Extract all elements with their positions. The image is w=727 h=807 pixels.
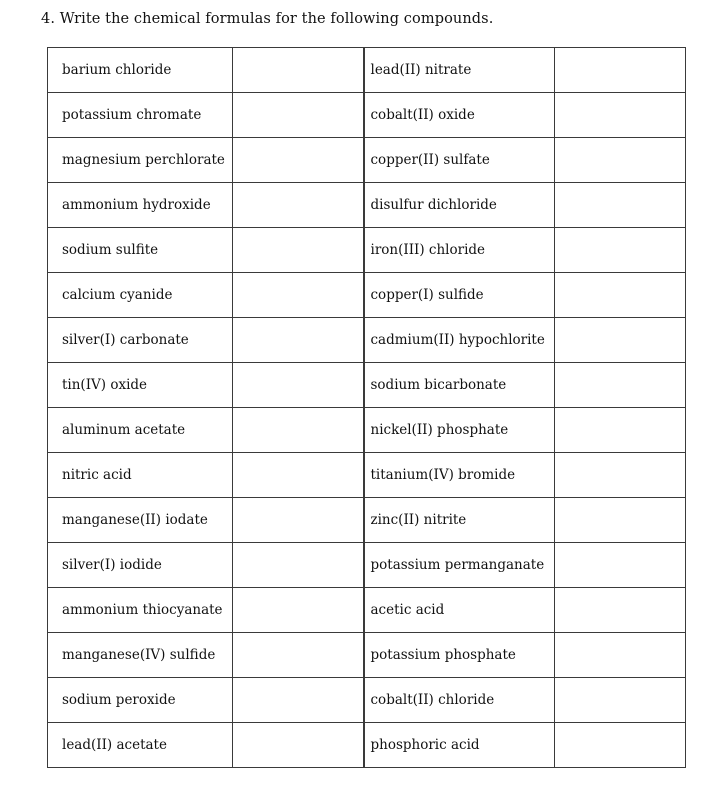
- table-row: [48, 138, 686, 183]
- compound-name-right: zinc(II) nitrite: [364, 498, 555, 543]
- formula-answer-cell-right[interactable]: [555, 543, 686, 588]
- compound-name-left: aluminum acetate: [48, 408, 233, 453]
- compound-name-left: ammonium hydroxide: [48, 183, 233, 228]
- formula-answer-cell-left[interactable]: [233, 318, 364, 363]
- compounds-table-body: [48, 48, 686, 768]
- formula-answer-cell-right[interactable]: [555, 228, 686, 273]
- formula-answer-cell-right[interactable]: [555, 93, 686, 138]
- compound-name-right: cobalt(II) chloride: [364, 678, 555, 723]
- table-row: [48, 543, 686, 588]
- formula-answer-cell-left[interactable]: [233, 273, 364, 318]
- table-row: [48, 228, 686, 273]
- compound-name-right: potassium permanganate: [364, 543, 555, 588]
- compound-name-right: iron(III) chloride: [364, 228, 555, 273]
- compound-name-left: nitric acid: [48, 453, 233, 498]
- formula-answer-cell-right[interactable]: [555, 498, 686, 543]
- compound-name-right: phosphoric acid: [364, 723, 555, 768]
- compound-name-left: magnesium perchlorate: [48, 138, 233, 183]
- compound-name-left: lead(II) acetate: [48, 723, 233, 768]
- compound-name-left: silver(I) carbonate: [48, 318, 233, 363]
- formula-answer-cell-right[interactable]: [555, 588, 686, 633]
- table-row: [48, 273, 686, 318]
- compound-name-right: lead(II) nitrate: [364, 48, 555, 93]
- compound-name-right: potassium phosphate: [364, 633, 555, 678]
- formula-answer-cell-right[interactable]: [555, 723, 686, 768]
- formula-answer-cell-left[interactable]: [233, 498, 364, 543]
- formula-answer-cell-left[interactable]: [233, 48, 364, 93]
- formula-answer-cell-left[interactable]: [233, 543, 364, 588]
- formula-answer-cell-right[interactable]: [555, 183, 686, 228]
- table-row: [48, 723, 686, 768]
- formula-answer-cell-left[interactable]: [233, 723, 364, 768]
- formula-answer-cell-right[interactable]: [555, 48, 686, 93]
- compound-name-right: nickel(II) phosphate: [364, 408, 555, 453]
- formula-answer-cell-right[interactable]: [555, 408, 686, 453]
- compound-name-right: acetic acid: [364, 588, 555, 633]
- table-row: [48, 678, 686, 723]
- table-row: [48, 48, 686, 93]
- compounds-table: [47, 47, 686, 768]
- formula-answer-cell-left[interactable]: [233, 453, 364, 498]
- table-row: [48, 408, 686, 453]
- formula-answer-cell-right[interactable]: [555, 678, 686, 723]
- compound-name-right: sodium bicarbonate: [364, 363, 555, 408]
- compound-name-right: copper(I) sulfide: [364, 273, 555, 318]
- compound-name-left: potassium chromate: [48, 93, 233, 138]
- compound-name-right: cobalt(II) oxide: [364, 93, 555, 138]
- compound-name-left: sodium peroxide: [48, 678, 233, 723]
- compound-name-right: titanium(IV) bromide: [364, 453, 555, 498]
- table-row: [48, 318, 686, 363]
- compound-name-right: cadmium(II) hypochlorite: [364, 318, 555, 363]
- compound-name-left: ammonium thiocyanate: [48, 588, 233, 633]
- formula-answer-cell-left[interactable]: [233, 93, 364, 138]
- compound-name-right: disulfur dichloride: [364, 183, 555, 228]
- formula-answer-cell-left[interactable]: [233, 588, 364, 633]
- formula-answer-cell-left[interactable]: [233, 633, 364, 678]
- formula-answer-cell-left[interactable]: [233, 138, 364, 183]
- formula-answer-cell-left[interactable]: [233, 678, 364, 723]
- table-row: [48, 363, 686, 408]
- formula-answer-cell-right[interactable]: [555, 318, 686, 363]
- formula-answer-cell-left[interactable]: [233, 183, 364, 228]
- table-row: [48, 588, 686, 633]
- compound-name-left: tin(IV) oxide: [48, 363, 233, 408]
- formula-answer-cell-right[interactable]: [555, 453, 686, 498]
- table-row: [48, 453, 686, 498]
- formula-answer-cell-right[interactable]: [555, 273, 686, 318]
- formula-answer-cell-left[interactable]: [233, 228, 364, 273]
- formula-answer-cell-right[interactable]: [555, 363, 686, 408]
- table-row: [48, 93, 686, 138]
- table-row: [48, 633, 686, 678]
- compound-name-left: silver(I) iodide: [48, 543, 233, 588]
- compound-name-left: sodium sulfite: [48, 228, 233, 273]
- compound-name-left: calcium cyanide: [48, 273, 233, 318]
- question-prompt: 4. Write the chemical formulas for the following compounds.: [41, 11, 494, 27]
- formula-answer-cell-left[interactable]: [233, 363, 364, 408]
- compound-name-left: manganese(II) iodate: [48, 498, 233, 543]
- formula-answer-cell-right[interactable]: [555, 633, 686, 678]
- formula-answer-cell-right[interactable]: [555, 138, 686, 183]
- formula-answer-cell-left[interactable]: [233, 408, 364, 453]
- compound-name-right: copper(II) sulfate: [364, 138, 555, 183]
- table-row: [48, 498, 686, 543]
- compound-name-left: manganese(IV) sulfide: [48, 633, 233, 678]
- compound-name-left: barium chloride: [48, 48, 233, 93]
- table-row: [48, 183, 686, 228]
